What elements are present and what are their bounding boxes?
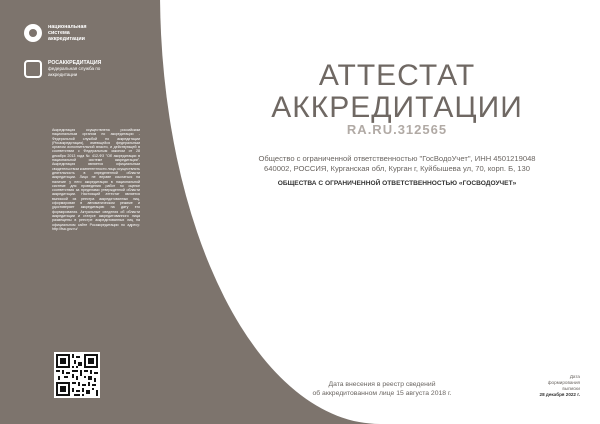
rosaccreditation-logo: [24, 60, 128, 78]
issue-date-block: [500, 374, 580, 398]
rosaccreditation-logo-icon: [24, 60, 42, 78]
rosaccreditation-title: РОСАККРЕДИТАЦИЯ: [48, 59, 102, 66]
issue-date: 28 декабря 2022 г.: [539, 392, 580, 397]
nsa-logo: [24, 24, 108, 42]
registry-entry-date: Дата внесения в реестр сведений об аккредитованном лице 15 августа 2018 г.: [312, 381, 452, 397]
issue-date-label: Дата формирования выписки: [547, 374, 580, 391]
registration-number: RA.RU.312565: [346, 122, 448, 137]
nsa-logo-icon: [24, 24, 42, 42]
organization-name: ОБЩЕСТВА С ОГРАНИЧЕННОЙ ОТВЕТСТВЕННОСТЬЮ «ГОСВОДОУЧЕТ»: [277, 180, 517, 187]
qr-code[interactable]: [54, 352, 100, 398]
rosaccreditation-subtitle: федеральная служба по аккредитации: [48, 66, 101, 77]
nsa-logo-text: национальная система аккредитации: [48, 24, 87, 42]
certificate-title: АТТЕСТАТ АККРЕДИТАЦИИ: [271, 59, 523, 124]
qr-code-icon: [56, 354, 98, 396]
organization-details: Общество с ограниченной ответственностью "ГосВодоУчет", ИНН 4501219048 640002, РОССИЯ, Курганская обл, Курган г, Куйбышева ул, 70, корп. Б, 130: [258, 154, 536, 173]
legal-notice: Аккредитация осуществлена российским национальным органом по аккредитации - Федеральной службой по аккредитации (Росаккредитация), имеющейся федеральным органом исполнительной власти, и действующей в соответствии с Федеральным законом от 28 декабря 2013 года № 412-ФЗ "Об аккредитации в национальной системе аккредитации". Аккредитация является официальным свидетельством компетентности лица осуществлять деятельность в определенной области аккредитации. Лицо не вправе ссылаться на наличие у него аккредитации в национальной системе для проведения работ по оценке соответствия за пределами утвержденной области аккредитации. Настоящий аттестат является выпиской из реестра аккредитованных лиц, сформирован в автоматическом режиме и удостоверяет аккредитацию на дату его формирования. Актуальные сведения об области аккредитации и статусе аккредитованного лица размещены в реестре аккредитованных лиц на официальном сайте Росаккредитации по адресу: http://fsa.gov.ru/: [52, 128, 140, 231]
